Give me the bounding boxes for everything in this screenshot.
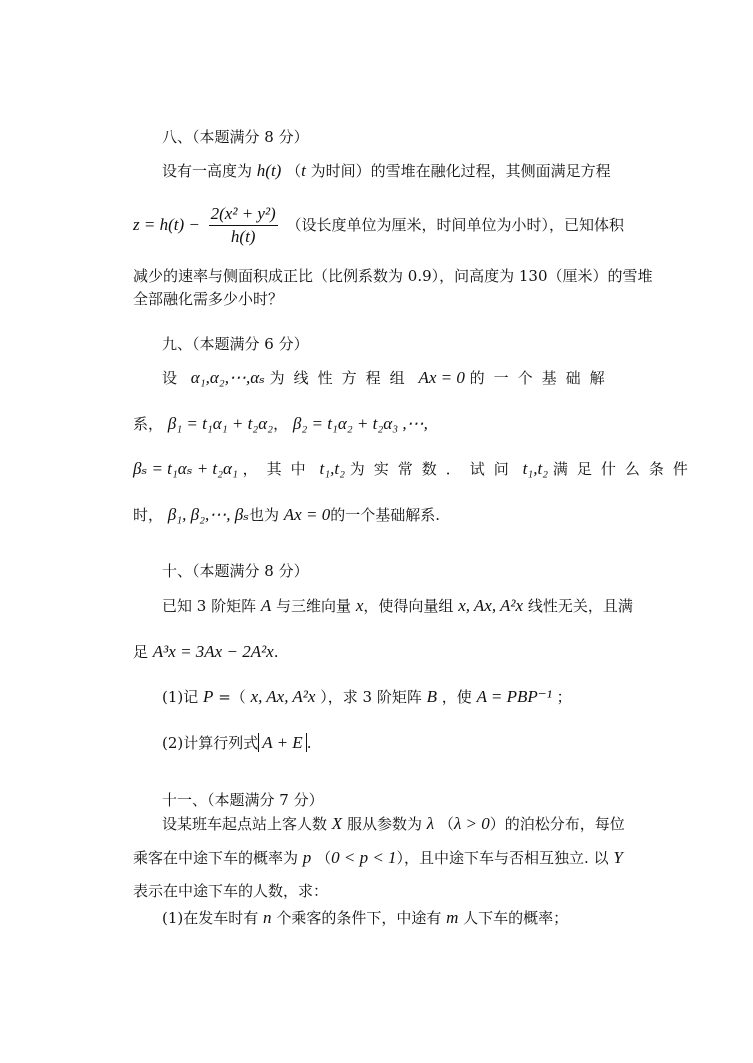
- q10-math-vec: x, Ax, A²x: [250, 687, 316, 706]
- q9-line4: [133, 505, 440, 525]
- q11-text: 设某班车起点站上客人数: [162, 815, 328, 833]
- q10-text: 与三维向量: [276, 597, 352, 615]
- q11-text: （: [438, 815, 454, 833]
- q10-header: 十、（本题满分 8 分）: [162, 562, 309, 580]
- q9-line3: [133, 459, 697, 479]
- q9-math-t2: t₁,t₂: [522, 459, 549, 478]
- q10-math-P: P: [203, 687, 214, 706]
- q9-math-betas-list: β₁, β₂,⋯, βₛ: [167, 505, 249, 524]
- q10-part1: [162, 687, 572, 707]
- q11-text: 服从参数为: [346, 815, 422, 833]
- q11-text: 乘客在中途下车的概率为: [133, 849, 299, 867]
- q11-line1: [162, 814, 625, 834]
- q11-math-p: p: [302, 848, 312, 867]
- q10-part2: [162, 733, 311, 753]
- q10-text: .: [273, 643, 279, 661]
- q10-text: (2)计算行列式: [162, 734, 259, 752]
- q9-text: ，: [273, 415, 289, 433]
- q11-header: 十一、（本题满分 7 分）: [162, 791, 324, 809]
- q10-text: ），求 3 阶矩阵: [320, 688, 422, 706]
- q9-math-beta2: β₂ = t₁α₂ + t₂α₃ ,⋯,: [292, 414, 428, 433]
- q9-text: 为线性方程组: [269, 369, 414, 387]
- q8-math-h: h(t): [256, 161, 282, 180]
- q9-text: 的一个基础解系.: [330, 506, 440, 524]
- q8-formula-fraction: [209, 204, 278, 248]
- q11-math-X: X: [331, 814, 343, 833]
- q10-math-eq: A³x = 3Ax − 2A²x: [152, 642, 274, 661]
- q11-text: （: [316, 849, 332, 867]
- q10-line1: [162, 596, 633, 616]
- q9-text: ，其中: [242, 460, 315, 478]
- q10-line2: [133, 642, 279, 662]
- q10-math-B: B: [426, 687, 437, 706]
- q8-text: 为时间）的雪堆在融化过程，其侧面满足方程: [310, 162, 611, 180]
- q9-line2: [133, 414, 428, 434]
- q10-math-det: A + E: [258, 733, 306, 752]
- q11-math-cond2: 0 < p < 1: [331, 848, 397, 867]
- q9-math-eq: Ax = 0: [283, 505, 331, 524]
- q10-text: 已知 3 阶矩阵: [162, 597, 257, 615]
- q8-formula-lhs: z = h(t) −: [133, 214, 200, 234]
- q9-math-beta1: β₁ = t₁α₁ + t₂α₂: [167, 414, 274, 433]
- q10-math-x: x: [355, 596, 364, 615]
- q11-text: 个乘客的条件下，中途有: [276, 909, 442, 927]
- q9-text: 时，: [133, 506, 164, 524]
- q10-text: .: [306, 734, 312, 752]
- q9-math-betas: βₛ = t₁αₛ + t₂α₁: [133, 459, 238, 478]
- q8-formula-line: [133, 204, 624, 248]
- q11-line4: [162, 908, 568, 928]
- q11-math-Y: Y: [613, 848, 623, 867]
- q9-text: 系，: [133, 415, 164, 433]
- q10-text: ；: [556, 688, 572, 706]
- q9-text: 满足什么条件: [552, 460, 697, 478]
- q11-line3: 表示在中途下车的人数，求：: [133, 882, 329, 900]
- q8-text: 设有一高度为: [162, 162, 253, 180]
- q10-text: (1)记: [162, 688, 199, 706]
- q10-text: ，使: [441, 688, 472, 706]
- q8-line3: 减少的速率与侧面积成正比（比例系数为 0.9），问高度为 130（厘米）的雪堆: [133, 267, 653, 285]
- q11-text: ）的泊松分布，每位: [489, 815, 625, 833]
- q9-math-eq: Ax = 0: [418, 368, 465, 387]
- q11-math-m: m: [446, 908, 459, 927]
- q8-text: （: [286, 162, 302, 180]
- q11-math-n: n: [263, 908, 272, 927]
- q8-line4: 全部融化需多少小时？: [133, 290, 284, 308]
- q10-math-vec: x, Ax, A²x: [458, 596, 524, 615]
- q8-text: （设长度单位为厘米，时间单位为小时），已知体积: [286, 215, 625, 234]
- q10-text: 足: [133, 643, 149, 661]
- q10-text: 线性无关，且满: [527, 597, 633, 615]
- q9-text: 设: [162, 369, 187, 387]
- q9-math-alphas: α₁,α₂,⋯,αₛ: [190, 368, 265, 387]
- q9-text: 的一个基础解: [469, 369, 614, 387]
- q11-math-lambda: λ: [426, 814, 435, 833]
- q9-line1: [162, 368, 614, 388]
- q11-text: ），且中途下车与否相互独立. 以: [396, 849, 609, 867]
- q9-header: 九、（本题满分 6 分）: [162, 335, 309, 353]
- q10-math-A: A: [260, 596, 272, 615]
- q11-text: 人下车的概率；: [463, 909, 569, 927]
- q8-line1: [162, 161, 611, 181]
- q8-formula-denominator: h(t): [230, 227, 256, 247]
- q10-math-eq2: A = PBP⁻¹: [476, 687, 552, 706]
- q11-math-cond: λ > 0: [453, 814, 490, 833]
- q9-text: 也为: [249, 506, 280, 524]
- q8-math-t: t: [301, 161, 306, 180]
- q10-text: ，使得向量组: [363, 597, 454, 615]
- q11-line2: [133, 848, 623, 868]
- q8-formula-numerator: 2(x² + y²): [209, 204, 278, 226]
- q10-text: =（: [218, 688, 246, 706]
- q8-header: 八、（本题满分 8 分）: [162, 128, 309, 146]
- q9-text: 为实常数．试问: [349, 460, 518, 478]
- q9-math-t: t₁,t₂: [319, 459, 345, 478]
- q11-text: (1)在发车时有: [162, 909, 259, 927]
